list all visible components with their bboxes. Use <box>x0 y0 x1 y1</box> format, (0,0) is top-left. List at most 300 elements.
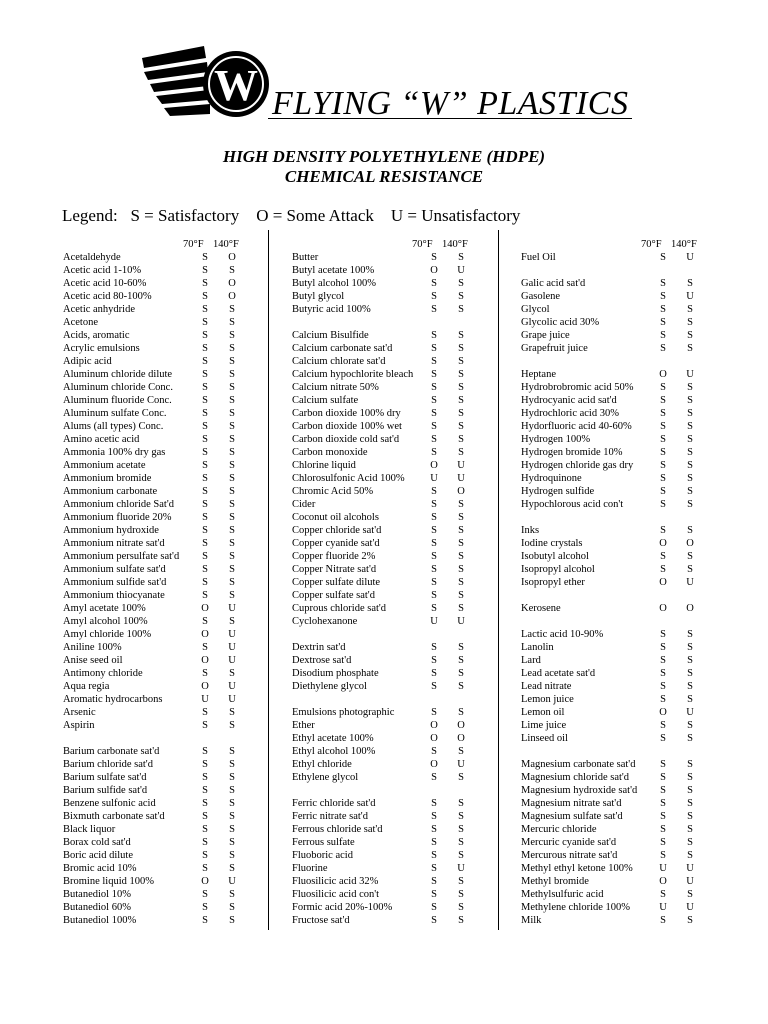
rating-140f: S <box>458 447 464 458</box>
rating-140f: S <box>687 915 693 926</box>
rating-140f: S <box>229 837 235 848</box>
rating-70f: S <box>431 837 437 848</box>
rating-70f: U <box>659 902 667 913</box>
rating-70f: S <box>660 889 666 900</box>
chemical-name: Adipic acid <box>63 356 112 367</box>
rating-140f: S <box>458 577 464 588</box>
column-divider <box>498 230 499 930</box>
chemical-name: Acetone <box>63 317 98 328</box>
flying-w-logo <box>140 44 270 122</box>
chemical-name: Diethylene glycol <box>292 681 367 692</box>
chemical-name: Butanediol 100% <box>63 915 137 926</box>
chemical-name: Bromic acid 10% <box>63 863 137 874</box>
rating-70f: S <box>431 304 437 315</box>
rating-70f: S <box>431 902 437 913</box>
rating-140f: U <box>228 876 236 887</box>
rating-70f: S <box>660 824 666 835</box>
rating-140f: S <box>458 603 464 614</box>
rating-70f: S <box>660 291 666 302</box>
rating-70f: S <box>660 447 666 458</box>
rating-140f: S <box>229 590 235 601</box>
rating-70f: S <box>660 811 666 822</box>
chemical-name: Fructose sat'd <box>292 915 350 926</box>
rating-70f: S <box>431 395 437 406</box>
rating-140f: S <box>229 577 235 588</box>
chemical-name: Acids, aromatic <box>63 330 130 341</box>
rating-70f: S <box>660 759 666 770</box>
rating-70f: S <box>660 382 666 393</box>
rating-70f: S <box>202 824 208 835</box>
rating-70f: S <box>431 343 437 354</box>
chemical-name: Ammonium acetate <box>63 460 146 471</box>
rating-70f: O <box>659 876 667 887</box>
chemical-name: Galic acid sat'd <box>521 278 586 289</box>
company-name: FLYING “W” PLASTICS <box>272 85 629 122</box>
chemical-name: Ethyl alcohol 100% <box>292 746 376 757</box>
rating-70f: S <box>431 525 437 536</box>
rating-70f: S <box>202 304 208 315</box>
rating-70f: S <box>431 772 437 783</box>
chemical-name: Arsenic <box>63 707 96 718</box>
rating-70f: S <box>660 499 666 510</box>
rating-140f: S <box>458 434 464 445</box>
rating-70f: S <box>660 733 666 744</box>
rating-70f: S <box>202 382 208 393</box>
rating-140f: S <box>687 642 693 653</box>
chemical-name: Disodium phosphate <box>292 668 379 679</box>
chemical-name: Ammonium thiocyanate <box>63 590 165 601</box>
rating-70f: O <box>430 720 438 731</box>
chemical-name: Methylsulfuric acid <box>521 889 604 900</box>
chemical-name: Lactic acid 10-90% <box>521 629 604 640</box>
rating-70f: S <box>202 499 208 510</box>
chemical-name: Amyl alcohol 100% <box>63 616 148 627</box>
rating-140f: S <box>458 850 464 861</box>
rating-70f: S <box>660 850 666 861</box>
rating-140f: O <box>686 538 694 549</box>
chemical-name: Hydrogen 100% <box>521 434 591 445</box>
rating-70f: S <box>431 499 437 510</box>
rating-140f: S <box>458 356 464 367</box>
rating-140f: U <box>228 694 236 705</box>
chemical-name: Butyric acid 100% <box>292 304 371 315</box>
rating-140f: U <box>457 759 465 770</box>
rating-140f: S <box>458 512 464 523</box>
chemical-name: Hydrochloric acid 30% <box>521 408 619 419</box>
chemical-name: Calcium carbonate sat'd <box>292 343 393 354</box>
rating-140f: S <box>458 551 464 562</box>
rating-70f: S <box>202 473 208 484</box>
temp-140-header: 140°F <box>213 239 239 250</box>
rating-140f: O <box>228 252 236 263</box>
chemical-name: Anise seed oil <box>63 655 123 666</box>
rating-140f: S <box>687 811 693 822</box>
svg-text:W: W <box>214 61 258 110</box>
rating-70f: O <box>201 655 209 666</box>
chemical-name: Butanediol 10% <box>63 889 131 900</box>
rating-70f: S <box>431 603 437 614</box>
rating-140f: U <box>686 369 694 380</box>
rating-140f: S <box>458 252 464 263</box>
rating-70f: S <box>660 460 666 471</box>
rating-70f: S <box>431 668 437 679</box>
rating-70f: S <box>202 343 208 354</box>
rating-140f: S <box>229 824 235 835</box>
rating-140f: O <box>457 486 465 497</box>
chemical-name: Kerosene <box>521 603 561 614</box>
rating-70f: S <box>660 421 666 432</box>
chemical-name: Carbon monoxide <box>292 447 368 458</box>
chemical-name: Ferric nitrate sat'd <box>292 811 368 822</box>
rating-70f: S <box>431 486 437 497</box>
rating-70f: S <box>660 551 666 562</box>
chemical-name: Ferrous chloride sat'd <box>292 824 383 835</box>
rating-140f: U <box>457 863 465 874</box>
chemical-name: Ethylene glycol <box>292 772 359 783</box>
rating-70f: S <box>660 772 666 783</box>
rating-70f: S <box>431 291 437 302</box>
rating-70f: S <box>202 525 208 536</box>
rating-140f: S <box>458 642 464 653</box>
rating-70f: S <box>660 317 666 328</box>
rating-140f: S <box>687 460 693 471</box>
rating-70f: S <box>202 330 208 341</box>
rating-140f: S <box>229 616 235 627</box>
rating-140f: S <box>458 538 464 549</box>
rating-140f: S <box>687 772 693 783</box>
chemical-name: Dextrin sat'd <box>292 642 346 653</box>
rating-70f: S <box>202 265 208 276</box>
rating-140f: S <box>229 447 235 458</box>
rating-140f: S <box>229 564 235 575</box>
rating-70f: S <box>431 824 437 835</box>
rating-140f: S <box>687 395 693 406</box>
rating-70f: S <box>431 447 437 458</box>
rating-140f: S <box>458 382 464 393</box>
rating-70f: S <box>202 252 208 263</box>
rating-140f: S <box>229 473 235 484</box>
document-title: HIGH DENSITY POLYETHYLENE (HDPE) <box>222 147 546 166</box>
chemical-name: Acetic anhydride <box>63 304 136 315</box>
chemical-name: Aspirin <box>63 720 95 731</box>
temp-140-header: 140°F <box>671 239 697 250</box>
chemical-name: Calcium Bisulfide <box>292 330 369 341</box>
rating-70f: S <box>202 759 208 770</box>
chemical-name: Ammonium chloride Sat'd <box>63 499 174 510</box>
chemical-name: Amyl chloride 100% <box>63 629 152 640</box>
rating-70f: S <box>660 798 666 809</box>
rating-140f: S <box>229 369 235 380</box>
rating-140f: S <box>458 655 464 666</box>
rating-140f: S <box>687 798 693 809</box>
rating-140f: S <box>458 746 464 757</box>
rating-140f: S <box>458 499 464 510</box>
chemical-name: Barium sulfide sat'd <box>63 785 148 796</box>
rating-140f: S <box>229 772 235 783</box>
rating-70f: S <box>431 538 437 549</box>
rating-140f: S <box>687 434 693 445</box>
chemical-name: Lemon juice <box>521 694 574 705</box>
rating-70f: S <box>431 863 437 874</box>
rating-70f: S <box>431 421 437 432</box>
rating-70f: S <box>660 278 666 289</box>
rating-140f: S <box>458 772 464 783</box>
rating-140f: S <box>229 460 235 471</box>
rating-140f: S <box>229 408 235 419</box>
chemical-name: Lead acetate sat'd <box>521 668 596 679</box>
rating-70f: S <box>202 668 208 679</box>
chemical-name: Barium carbonate sat'd <box>63 746 160 757</box>
rating-140f: S <box>229 798 235 809</box>
rating-140f: S <box>229 538 235 549</box>
rating-70f: S <box>660 785 666 796</box>
rating-140f: U <box>686 876 694 887</box>
rating-70f: S <box>202 785 208 796</box>
rating-140f: S <box>229 759 235 770</box>
chemical-name: Lard <box>521 655 541 666</box>
rating-140f: S <box>458 811 464 822</box>
rating-70f: S <box>431 278 437 289</box>
rating-140f: S <box>458 291 464 302</box>
chemical-name: Ferrous sulfate <box>292 837 355 848</box>
rating-70f: S <box>202 421 208 432</box>
rating-70f: S <box>202 356 208 367</box>
rating-140f: S <box>458 902 464 913</box>
rating-70f: O <box>659 603 667 614</box>
chemical-name: Aqua regia <box>63 681 110 692</box>
rating-70f: S <box>202 486 208 497</box>
title-underline <box>268 118 632 119</box>
rating-70f: S <box>431 551 437 562</box>
chemical-name: Butyl alcohol 100% <box>292 278 376 289</box>
chemical-name: Isopropyl alcohol <box>521 564 595 575</box>
rating-140f: S <box>687 473 693 484</box>
chemical-name: Aromatic hydrocarbons <box>63 694 163 705</box>
rating-140f: S <box>687 824 693 835</box>
chemical-name: Copper fluoride 2% <box>292 551 376 562</box>
rating-140f: U <box>686 252 694 263</box>
rating-140f: S <box>687 837 693 848</box>
rating-140f: U <box>457 473 465 484</box>
rating-140f: S <box>229 304 235 315</box>
chemical-name: Carbon dioxide 100% wet <box>292 421 402 432</box>
rating-140f: S <box>687 551 693 562</box>
rating-70f: O <box>659 538 667 549</box>
rating-140f: S <box>458 681 464 692</box>
chemical-name: Lanolin <box>521 642 554 653</box>
chemical-name: Hypochlorous acid con't <box>521 499 624 510</box>
rating-70f: S <box>660 655 666 666</box>
chemical-name: Ammonia 100% dry gas <box>63 447 166 458</box>
rating-140f: S <box>687 733 693 744</box>
chemical-name: Mercurous nitrate sat'd <box>521 850 618 861</box>
rating-70f: U <box>430 616 438 627</box>
rating-140f: U <box>686 291 694 302</box>
rating-70f: S <box>202 902 208 913</box>
chemical-name: Coconut oil alcohols <box>292 512 379 523</box>
rating-70f: S <box>202 434 208 445</box>
rating-70f: S <box>431 512 437 523</box>
rating-70f: O <box>201 629 209 640</box>
rating-70f: S <box>431 811 437 822</box>
chemical-name: Inks <box>521 525 540 536</box>
rating-70f: S <box>660 668 666 679</box>
rating-140f: S <box>458 408 464 419</box>
chemical-name: Isopropyl ether <box>521 577 585 588</box>
chemical-name: Copper sulfate dilute <box>292 577 381 588</box>
rating-140f: S <box>687 486 693 497</box>
rating-70f: S <box>202 395 208 406</box>
chemical-name: Acetic acid 10-60% <box>63 278 147 289</box>
chemical-name: Gasolene <box>521 291 561 302</box>
rating-140f: S <box>458 837 464 848</box>
rating-70f: S <box>202 460 208 471</box>
chemical-name: Ammonium nitrate sat'd <box>63 538 165 549</box>
rating-70f: S <box>202 863 208 874</box>
rating-140f: S <box>229 356 235 367</box>
rating-140f: U <box>686 707 694 718</box>
rating-140f: S <box>229 720 235 731</box>
rating-140f: S <box>229 421 235 432</box>
chemical-name: Magnesium carbonate sat'd <box>521 759 636 770</box>
rating-140f: S <box>687 304 693 315</box>
chemical-name: Aluminum chloride Conc. <box>63 382 173 393</box>
chemical-name: Acetaldehyde <box>63 252 121 263</box>
chemical-name: Grapefruit juice <box>521 343 588 354</box>
chemical-name: Fluoboric acid <box>292 850 353 861</box>
chemical-name: Amyl acetate 100% <box>63 603 146 614</box>
rating-70f: S <box>202 798 208 809</box>
rating-140f: S <box>687 447 693 458</box>
rating-140f: S <box>458 590 464 601</box>
rating-70f: S <box>431 252 437 263</box>
rating-140f: S <box>687 421 693 432</box>
rating-70f: O <box>430 733 438 744</box>
chemical-name: Boric acid dilute <box>63 850 133 861</box>
temp-140-header: 140°F <box>442 239 468 250</box>
rating-70f: S <box>660 486 666 497</box>
chemical-name: Butyl acetate 100% <box>292 265 375 276</box>
rating-70f: S <box>202 850 208 861</box>
rating-70f: S <box>431 876 437 887</box>
temp-70-header: 70°F <box>641 239 662 250</box>
chemical-name: Antimony chloride <box>63 668 143 679</box>
rating-70f: S <box>202 577 208 588</box>
chemical-name: Dextrose sat'd <box>292 655 352 666</box>
rating-140f: U <box>228 655 236 666</box>
rating-70f: S <box>431 889 437 900</box>
chemical-name: Barium chloride sat'd <box>63 759 153 770</box>
rating-140f: S <box>687 655 693 666</box>
rating-140f: S <box>458 278 464 289</box>
rating-140f: O <box>457 733 465 744</box>
chemical-name: Hydroquinone <box>521 473 582 484</box>
rating-70f: S <box>202 369 208 380</box>
rating-140f: S <box>687 694 693 705</box>
rating-70f: S <box>202 837 208 848</box>
rating-140f: S <box>229 668 235 679</box>
chemical-name: Lime juice <box>521 720 567 731</box>
rating-140f: S <box>687 525 693 536</box>
chemical-name: Mercuric chloride <box>521 824 597 835</box>
rating-70f: S <box>202 915 208 926</box>
rating-140f: S <box>229 889 235 900</box>
rating-140f: O <box>228 291 236 302</box>
chemical-name: Copper Nitrate sat'd <box>292 564 377 575</box>
chemical-name: Cuprous chloride sat'd <box>292 603 387 614</box>
rating-140f: S <box>458 707 464 718</box>
rating-140f: S <box>229 707 235 718</box>
chemical-name: Hydrobrobromic acid 50% <box>521 382 634 393</box>
chemical-name: Calcium nitrate 50% <box>292 382 379 393</box>
chemical-name: Ferric chloride sat'd <box>292 798 376 809</box>
chemical-name: Acrylic emulsions <box>63 343 140 354</box>
rating-70f: U <box>430 473 438 484</box>
rating-140f: S <box>458 564 464 575</box>
rating-70f: S <box>431 681 437 692</box>
rating-140f: S <box>458 369 464 380</box>
rating-70f: S <box>660 694 666 705</box>
rating-70f: S <box>202 278 208 289</box>
rating-70f: S <box>431 642 437 653</box>
rating-70f: S <box>202 538 208 549</box>
chemical-name: Ethyl chloride <box>292 759 352 770</box>
rating-70f: O <box>430 265 438 276</box>
chemical-name: Calcium hypochlorite bleach <box>292 369 414 380</box>
rating-70f: S <box>660 642 666 653</box>
rating-140f: U <box>686 577 694 588</box>
rating-70f: S <box>202 642 208 653</box>
rating-70f: S <box>202 746 208 757</box>
rating-140f: S <box>687 681 693 692</box>
rating-70f: S <box>660 343 666 354</box>
rating-70f: S <box>202 720 208 731</box>
rating-70f: O <box>430 460 438 471</box>
chemical-name: Milk <box>521 915 542 926</box>
rating-140f: O <box>686 603 694 614</box>
rating-140f: S <box>458 915 464 926</box>
chemical-name: Fluosilicic acid 32% <box>292 876 379 887</box>
rating-140f: S <box>458 876 464 887</box>
rating-140f: U <box>457 616 465 627</box>
chemical-name: Aluminum chloride dilute <box>63 369 173 380</box>
rating-70f: S <box>660 408 666 419</box>
chemical-name: Magnesium chloride sat'd <box>521 772 630 783</box>
chemical-name: Aniline 100% <box>63 642 122 653</box>
rating-140f: U <box>686 902 694 913</box>
rating-140f: S <box>687 330 693 341</box>
chemical-name: Grape juice <box>521 330 570 341</box>
chemical-name: Calcium sulfate <box>292 395 359 406</box>
rating-70f: S <box>202 447 208 458</box>
temp-70-header: 70°F <box>183 239 204 250</box>
rating-70f: O <box>659 369 667 380</box>
chemical-name: Copper chloride sat'd <box>292 525 382 536</box>
chemical-name: Copper sulfate sat'd <box>292 590 375 601</box>
rating-70f: O <box>201 681 209 692</box>
rating-70f: S <box>202 590 208 601</box>
rating-70f: S <box>202 564 208 575</box>
chemical-name: Chlorine liquid <box>292 460 356 471</box>
rating-70f: S <box>202 707 208 718</box>
rating-140f: S <box>687 343 693 354</box>
rating-140f: S <box>229 850 235 861</box>
chemical-name: Magnesium hydroxide sat'd <box>521 785 638 796</box>
rating-140f: O <box>457 720 465 731</box>
chemical-name: Iodine crystals <box>521 538 583 549</box>
rating-70f: S <box>431 655 437 666</box>
chemical-name: Benzene sulfonic acid <box>63 798 156 809</box>
